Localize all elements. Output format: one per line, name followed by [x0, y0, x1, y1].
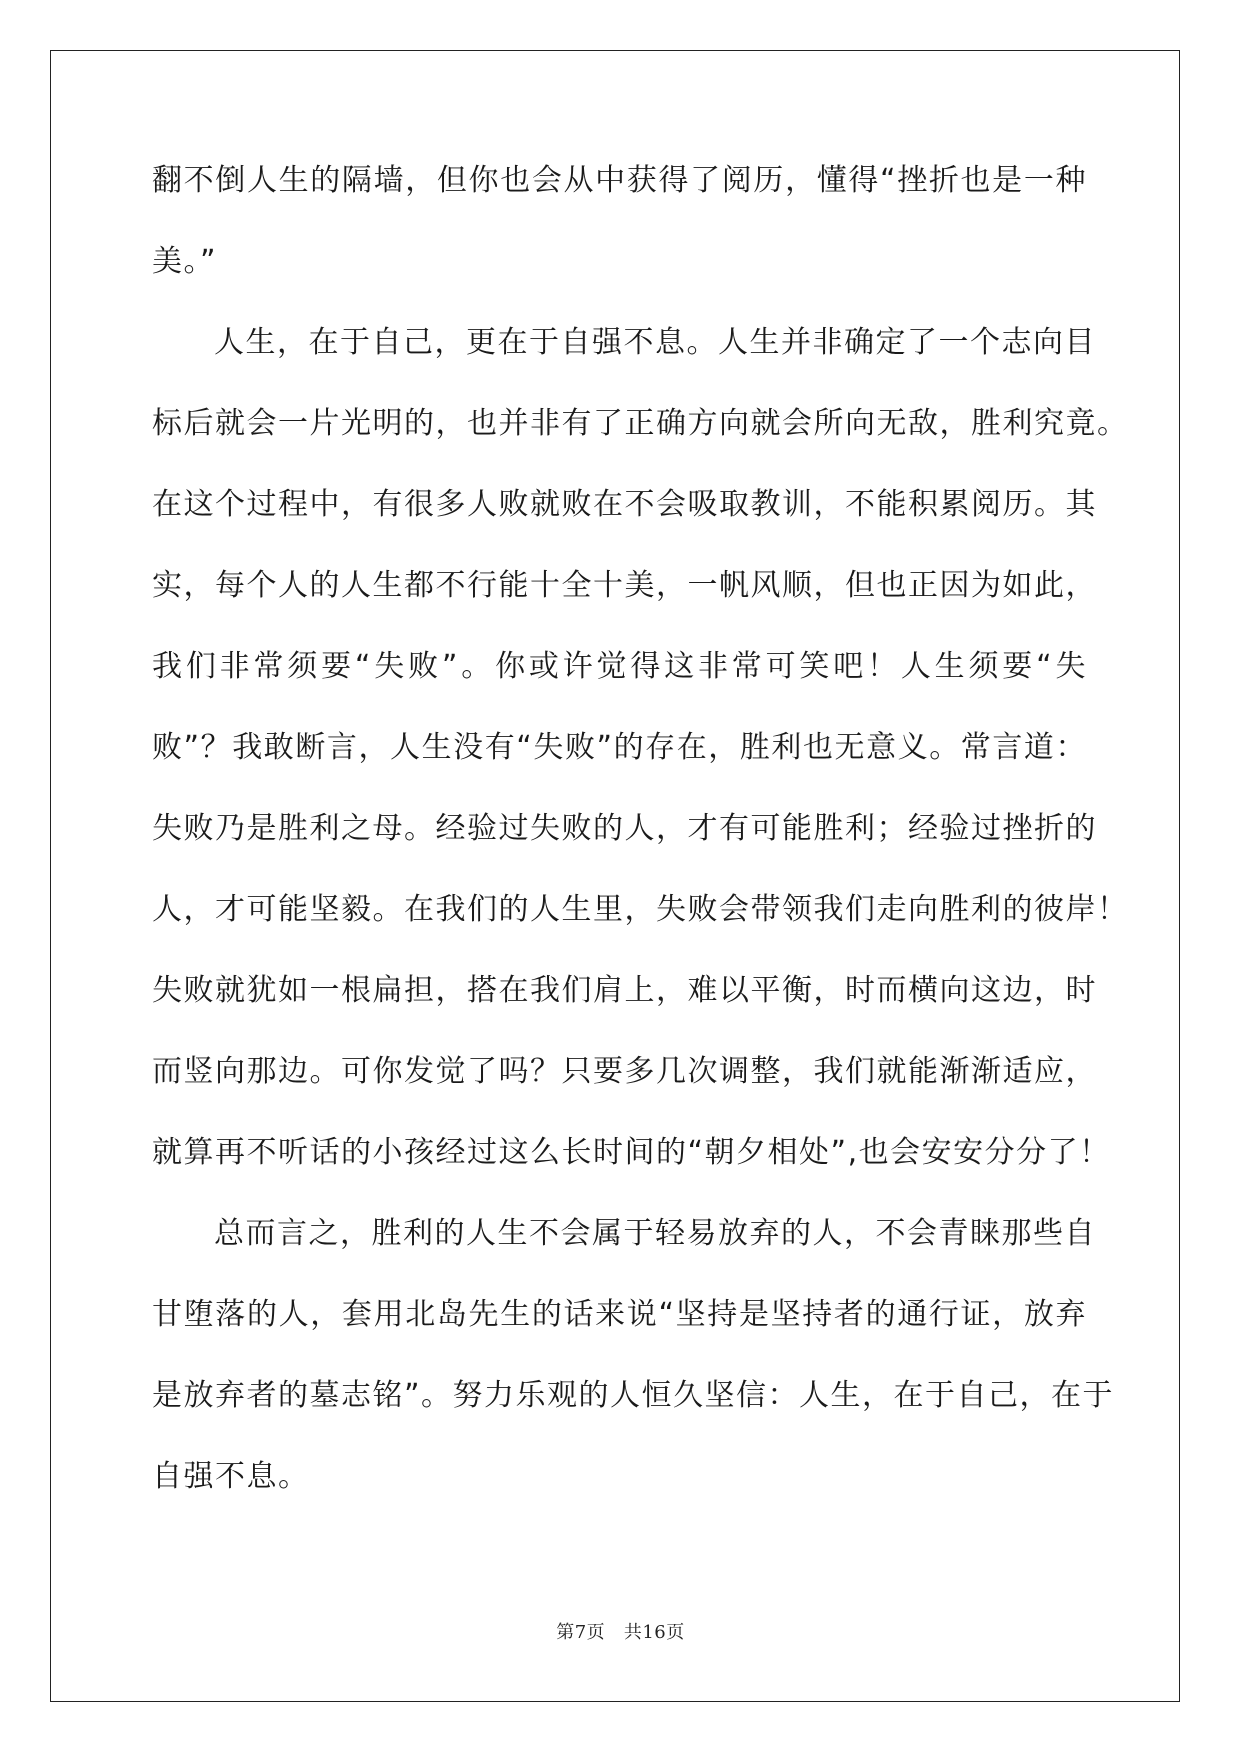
page-total: 共16页	[623, 1622, 685, 1643]
page-number: 第7页	[556, 1622, 606, 1643]
text-line: 实，每个人的人生都不行能十全十美，一帆风顺，但也正因为如此，	[152, 568, 1097, 603]
text-line: 自强不息。	[152, 1459, 310, 1494]
text-line: 人生，在于自己，更在于自强不息。人生并非确定了一个志向目	[214, 325, 1096, 360]
text-line: 失败就犹如一根扁担，搭在我们肩上，难以平衡，时而横向这边，时	[152, 973, 1097, 1008]
text-line: 总而言之，胜利的人生不会属于轻易放弃的人，不会青睐那些自	[214, 1216, 1096, 1251]
text-line: 败”？我敢断言，人生没有“失败”的存在，胜利也无意义。常言道：	[152, 730, 1087, 765]
text-line: 就算再不听话的小孩经过这么长时间的“朝夕相处”,也会安安分分了！	[152, 1135, 1111, 1170]
text-line: 失败乃是胜利之母。经验过失败的人，才有可能胜利；经验过挫折的	[152, 811, 1097, 846]
text-line: 在这个过程中，有很多人败就败在不会吸取教训，不能积累阅历。其	[152, 487, 1097, 522]
text-line: 甘堕落的人，套用北岛先生的话来说“坚持是坚持者的通行证，放弃	[152, 1297, 1087, 1332]
text-line: 是放弃者的墓志铭”。努力乐观的人恒久坚信：人生，在于自己，在于	[152, 1378, 1115, 1413]
text-line: 标后就会一片光明的，也并非有了正确方向就会所向无敌，胜利究竟。	[152, 406, 1129, 441]
text-line: 而竖向那边。可你发觉了吗？只要多几次调整，我们就能渐渐适应，	[152, 1054, 1097, 1089]
text-line: 美。”	[152, 244, 218, 279]
text-line: 人，才可能坚毅。在我们的人生里，失败会带领我们走向胜利的彼岸！	[152, 892, 1129, 927]
document-body	[152, 158, 1129, 1535]
page-footer	[0, 1618, 1241, 1644]
text-line: 我们非常须要“失败”。你或许觉得这非常可笑吧！人生须要“失	[152, 649, 1087, 684]
text-line: 翻不倒人生的隔墙，但你也会从中获得了阅历，懂得“挫折也是一种	[152, 163, 1087, 198]
